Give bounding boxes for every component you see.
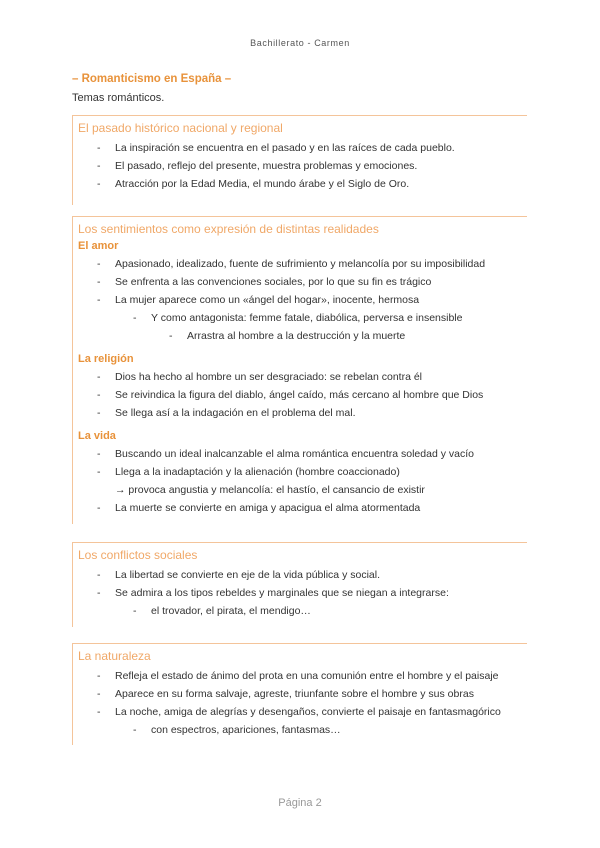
- subsection-title-love: El amor: [78, 240, 119, 252]
- list-item: [73, 445, 527, 463]
- list-item: [73, 404, 527, 422]
- list-item: [73, 139, 527, 157]
- bullet-dash: -: [97, 371, 101, 383]
- list-item-nested: [73, 309, 527, 327]
- bullet-dash: -: [169, 330, 173, 342]
- list-item-text: La noche, amiga de alegrías y desengaños, convierte el paisaje en fantasmagórico: [115, 706, 501, 718]
- bullet-dash: -: [133, 605, 137, 617]
- section-nature: [72, 643, 527, 745]
- bullet-dash: -: [97, 276, 101, 288]
- bullet-dash: -: [97, 448, 101, 460]
- section-title: El pasado histórico nacional y regional: [78, 121, 283, 135]
- subsection-title-life: La vida: [78, 430, 116, 442]
- list-item-text: Se admira a los tipos rebeldes y marginales que se niegan a integrarse:: [115, 587, 449, 599]
- bullet-dash: -: [97, 142, 101, 154]
- list-item-nested: [73, 602, 527, 620]
- section-title: La naturaleza: [78, 649, 151, 663]
- list-item-text: Apasionado, idealizado, fuente de sufrimiento y melancolía por su imposibilidad: [115, 258, 486, 270]
- list-item-text: Buscando un ideal inalcanzable el alma romántica encuentra soledad y vacío: [115, 448, 474, 460]
- list-item-text: La inspiración se encuentra en el pasado y en las raíces de cada pueblo.: [115, 142, 455, 154]
- list-item-text: el trovador, el pirata, el mendigo…: [151, 605, 311, 617]
- bullet-dash: -: [97, 688, 101, 700]
- list-item: [73, 255, 527, 273]
- list-item-text: La muerte se convierte en amiga y apacigua el alma atormentada: [115, 502, 421, 514]
- list-item: [73, 175, 527, 193]
- bullet-dash: -: [97, 706, 101, 718]
- list-item-text: → provoca angustia y melancolía: el hastío, el cansancio de existir: [115, 484, 425, 496]
- list-item: [73, 584, 527, 602]
- list-item-text: La libertad se convierte en eje de la vida pública y social.: [115, 569, 380, 581]
- list-item-text: Dios ha hecho al hombre un ser desgraciado: se rebelan contra él: [115, 371, 423, 383]
- bullet-dash: -: [97, 178, 101, 190]
- document-title: – Romanticismo en España –: [72, 73, 232, 85]
- section-feelings: [72, 216, 527, 524]
- list-item: [73, 273, 527, 291]
- bullet-dash: -: [97, 502, 101, 514]
- section-title: Los sentimientos como expresión de distintas realidades: [78, 222, 379, 236]
- bullet-dash: -: [97, 389, 101, 401]
- list-item: [73, 463, 527, 481]
- list-item-text: Refleja el estado de ánimo del prota en una comunión entre el hombre y el paisaje: [115, 670, 499, 682]
- list-item-text: Se enfrenta a las convenciones sociales, por lo que su fin es trágico: [115, 276, 432, 288]
- list-item-nested: [73, 327, 527, 345]
- page-header: Bachillerato - Carmen: [250, 38, 350, 48]
- list-item-nested: [73, 721, 527, 739]
- list-item-text: Se llega así a la indagación en el problema del mal.: [115, 407, 356, 419]
- section-social-conflicts: [72, 542, 527, 627]
- list-item: [73, 566, 527, 584]
- section-title: Los conflictos sociales: [78, 548, 198, 562]
- list-item-text: Llega a la inadaptación y la alienación (hombre coaccionado): [115, 466, 400, 478]
- bullet-dash: -: [97, 160, 101, 172]
- bullet-dash: -: [97, 294, 101, 306]
- list-item-continuation: [73, 481, 527, 499]
- subsection-title-religion: La religión: [78, 353, 134, 365]
- list-item-text: El pasado, reflejo del presente, muestra problemas y emociones.: [115, 160, 418, 172]
- page-number: Página 2: [278, 797, 322, 809]
- list-item: [73, 386, 527, 404]
- list-item: [73, 157, 527, 175]
- bullet-dash: -: [97, 466, 101, 478]
- list-item-text: con espectros, apariciones, fantasmas…: [151, 724, 341, 736]
- bullet-dash: -: [133, 312, 137, 324]
- list-item-text: Y como antagonista: femme fatale, diabólica, perversa e insensible: [151, 312, 463, 324]
- bullet-dash: -: [97, 569, 101, 581]
- bullet-dash: -: [97, 258, 101, 270]
- document-subtitle: Temas románticos.: [72, 92, 165, 104]
- list-item-text: Arrastra al hombre a la destrucción y la muerte: [187, 330, 406, 342]
- list-item-text: Se reivindica la figura del diablo, ángel caído, más cercano al hombre que Dios: [115, 389, 484, 401]
- list-item: [73, 667, 527, 685]
- list-item: [73, 685, 527, 703]
- list-item: [73, 368, 527, 386]
- list-item: [73, 703, 527, 721]
- list-item: [73, 291, 527, 309]
- list-item: [73, 499, 527, 517]
- list-item-text: Aparece en su forma salvaje, agreste, triunfante sobre el hombre y sus obras: [115, 688, 474, 700]
- bullet-dash: -: [97, 587, 101, 599]
- list-item-text: La mujer aparece como un «ángel del hogar», inocente, hermosa: [115, 294, 420, 306]
- list-item-text: Atracción por la Edad Media, el mundo árabe y el Siglo de Oro.: [115, 178, 410, 190]
- bullet-dash: -: [97, 670, 101, 682]
- bullet-dash: -: [133, 724, 137, 736]
- section-historical-past: [72, 115, 527, 205]
- bullet-dash: -: [97, 407, 101, 419]
